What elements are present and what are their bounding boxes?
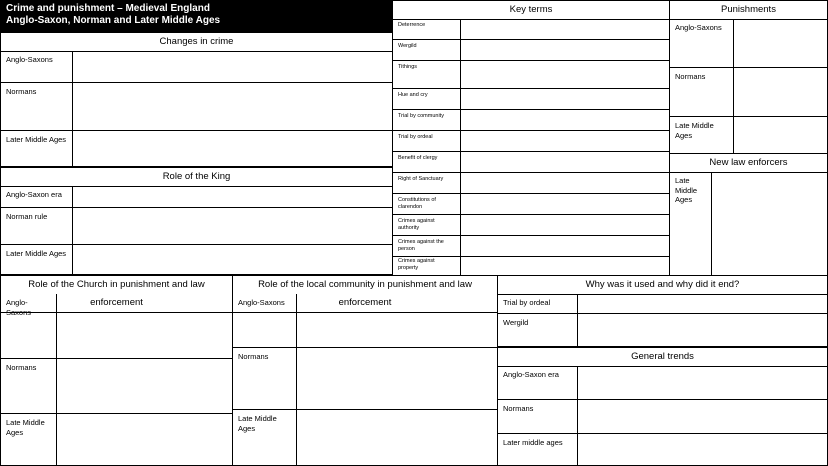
- answer-cell[interactable]: [461, 236, 669, 256]
- row-label: Normans: [670, 68, 734, 116]
- answer-cell[interactable]: [578, 400, 827, 433]
- table-row: [393, 110, 669, 131]
- row-label: Wergild: [498, 314, 578, 346]
- table-row: [498, 294, 827, 314]
- row-label: Anglo-Saxon era: [1, 186, 73, 207]
- title-line-2: Anglo-Saxon, Norman and Later Middle Ages: [6, 15, 221, 26]
- table-row: [1, 294, 232, 359]
- row-label: Anglo-Saxon era: [498, 366, 578, 399]
- answer-cell[interactable]: [461, 194, 669, 214]
- role-of-king-section: [0, 167, 393, 275]
- table-row: [670, 117, 827, 153]
- table-row: [1, 131, 392, 166]
- answer-cell[interactable]: [57, 414, 232, 465]
- table-row: [393, 61, 669, 89]
- page-title: [0, 0, 392, 32]
- answer-cell[interactable]: [712, 172, 827, 275]
- row-label: Normans: [1, 83, 73, 130]
- answer-cell[interactable]: [461, 110, 669, 130]
- table-row: [393, 152, 669, 173]
- term-label: Trial by community: [393, 110, 461, 130]
- answer-cell[interactable]: [578, 294, 827, 313]
- term-label: Deterrence: [393, 19, 461, 39]
- answer-cell[interactable]: [734, 19, 827, 67]
- table-row: [1, 414, 232, 465]
- punishments-section: [669, 0, 828, 154]
- term-label: Benefit of clergy: [393, 152, 461, 172]
- row-label: Normans: [1, 359, 57, 413]
- row-label: Normans: [498, 400, 578, 433]
- row-label: Trial by ordeal: [498, 294, 578, 313]
- row-label: Normans: [233, 348, 297, 409]
- role-of-king-heading: Role of the King: [1, 168, 392, 187]
- new-law-enforcers-section: [669, 153, 828, 276]
- term-label: Hue and cry: [393, 89, 461, 109]
- table-row: [393, 40, 669, 61]
- answer-cell[interactable]: [461, 215, 669, 235]
- answer-cell[interactable]: [73, 186, 392, 207]
- why-used-section: [497, 275, 828, 347]
- answer-cell[interactable]: [297, 410, 497, 465]
- answer-cell[interactable]: [57, 359, 232, 413]
- row-label: Anglo-Saxons: [1, 294, 57, 358]
- row-label: Late Middle Ages: [233, 410, 297, 465]
- table-row: [1, 359, 232, 414]
- table-row: [233, 348, 497, 410]
- changes-in-crime-section: [0, 32, 393, 167]
- answer-cell[interactable]: [57, 294, 232, 358]
- term-label: Crimes against authority: [393, 215, 461, 235]
- term-label: Wergild: [393, 40, 461, 60]
- table-row: [1, 245, 392, 274]
- table-row: [1, 83, 392, 131]
- table-row: [393, 257, 669, 275]
- church-role-section: [0, 275, 233, 466]
- answer-cell[interactable]: [461, 40, 669, 60]
- row-label: Later Middle Ages: [1, 131, 73, 166]
- table-row: [393, 215, 669, 236]
- answer-cell[interactable]: [73, 245, 392, 274]
- key-terms-section: [392, 0, 670, 276]
- answer-cell[interactable]: [73, 51, 392, 82]
- table-row: [670, 68, 827, 117]
- table-row: [670, 172, 827, 275]
- answer-cell[interactable]: [461, 131, 669, 151]
- row-label: Late Middle Ages: [670, 172, 712, 275]
- row-label: Late Middle Ages: [670, 117, 734, 153]
- answer-cell[interactable]: [461, 89, 669, 109]
- general-trends-heading: General trends: [498, 348, 827, 367]
- punishments-heading: Punishments: [670, 1, 827, 20]
- general-trends-section: [497, 347, 828, 466]
- new-law-enforcers-heading: New law enforcers: [670, 154, 827, 173]
- table-row: [233, 294, 497, 348]
- row-label: Anglo-Saxons: [233, 294, 297, 347]
- answer-cell[interactable]: [578, 314, 827, 346]
- church-role-heading: Role of the Church in punishment and law enforcement: [1, 276, 232, 313]
- table-row: [393, 89, 669, 110]
- table-row: [393, 194, 669, 215]
- title-line-1: Crime and punishment – Medieval England: [6, 3, 210, 14]
- table-row: [393, 19, 669, 40]
- table-row: [233, 410, 497, 465]
- community-role-section: [232, 275, 498, 466]
- answer-cell[interactable]: [578, 434, 827, 465]
- table-row: [498, 400, 827, 434]
- answer-cell[interactable]: [461, 257, 669, 275]
- answer-cell[interactable]: [578, 366, 827, 399]
- row-label: Late Middle Ages: [1, 414, 57, 465]
- term-label: Right of Sanctuary: [393, 173, 461, 193]
- table-row: [393, 236, 669, 257]
- row-label: Later middle ages: [498, 434, 578, 465]
- term-label: Trial by ordeal: [393, 131, 461, 151]
- answer-cell[interactable]: [297, 348, 497, 409]
- table-row: [393, 131, 669, 152]
- changes-in-crime-heading: Changes in crime: [1, 33, 392, 52]
- row-label: Anglo-Saxons: [670, 19, 734, 67]
- key-terms-heading: Key terms: [393, 1, 669, 20]
- row-label: Anglo-Saxons: [1, 51, 73, 82]
- answer-cell[interactable]: [461, 61, 669, 88]
- answer-cell[interactable]: [461, 173, 669, 193]
- answer-cell[interactable]: [297, 294, 497, 347]
- term-label: Crimes against property: [393, 257, 461, 275]
- answer-cell[interactable]: [73, 83, 392, 130]
- answer-cell[interactable]: [734, 117, 827, 153]
- term-label: Tithings: [393, 61, 461, 88]
- table-row: [498, 366, 827, 400]
- table-row: [1, 208, 392, 245]
- term-label: Crimes against the person: [393, 236, 461, 256]
- table-row: [1, 186, 392, 208]
- answer-cell[interactable]: [461, 152, 669, 172]
- table-row: [1, 51, 392, 83]
- row-label: Norman rule: [1, 208, 73, 244]
- community-role-heading: Role of the local community in punishment and law enforcement: [233, 276, 497, 313]
- why-used-heading: Why was it used and why did it end?: [498, 276, 827, 295]
- answer-cell[interactable]: [734, 68, 827, 116]
- table-row: [498, 314, 827, 346]
- table-row: [393, 173, 669, 194]
- table-row: [670, 19, 827, 68]
- term-label: Constitutions of clarendon: [393, 194, 461, 214]
- answer-cell[interactable]: [73, 208, 392, 244]
- table-row: [498, 434, 827, 465]
- answer-cell[interactable]: [461, 19, 669, 39]
- row-label: Later Middle Ages: [1, 245, 73, 274]
- answer-cell[interactable]: [73, 131, 392, 166]
